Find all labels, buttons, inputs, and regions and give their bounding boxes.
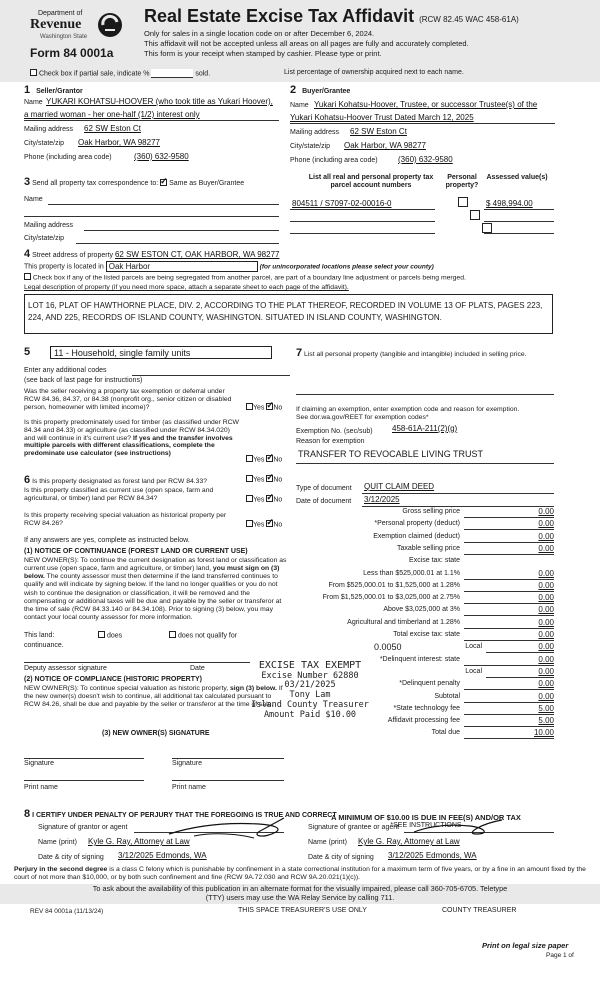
deputy-signature-label: Deputy assessor signature [24,665,107,672]
historic-yes-label: Yes [253,521,265,529]
seller-num: 1 [24,84,31,96]
buyer-name-2[interactable]: Yukari Kohatsu-Hoover Trust Dated March 12, 2025 [290,113,474,122]
doc-date-label: Date of document [296,498,352,505]
owner-signature-label-1: Signature [24,760,54,767]
does-not-checkbox[interactable] [169,631,176,638]
seller-name-2[interactable]: a married woman - her one-half (1/2) interest only [24,110,200,119]
revenue-logo-icon [94,11,126,39]
parcels-col-header-1: List all real and personal property tax parcel account numbers [308,174,434,190]
personal-property-checkbox-3[interactable] [482,223,492,233]
notice-continuance-b: The county assessor must then determine if the land transferred continues to qualify and will indicate by signing below. If the land no longer qualifies or you do not wish to continue the designation or classification, it will be removed and the compensating or additional taxes will be due and payable by the seller or transferor at the time of sale (RCW 84.33.140 or 84.34.108). Prior to signing (3) below, you may contact your local county assessor for more information. [24,573,282,622]
continuance-label: continuance. [24,642,64,649]
notice-compliance-title: (2) NOTICE OF COMPLIANCE (HISTORIC PROPERTY) [24,676,202,683]
section3-label: Send all property tax correspondence to: [32,180,159,187]
buyer-mail[interactable]: 62 SW Eston Ct [350,127,407,136]
access-line-1: To ask about the availability of this publication in an alternate format for the visually impaired, please call 360-705-6705. Teletype [92,884,508,893]
buyer-city[interactable]: Oak Harbor, WA 98277 [344,141,426,150]
historic-yes-checkbox[interactable] [246,520,253,527]
minimum-line-1: A MINIMUM OF $10.00 IS DUE IN FEE(S) AND/OR TAX [331,813,521,822]
exemption-yes-label: Yes [253,404,265,412]
timber-question-bold: If yes and the transfer involves multiple parcels with different classifications, complete the predominate use calculator (see instructions) [24,434,233,458]
seller-phone-label: Phone (including area code) [24,154,112,161]
exemption-question: Was the seller receiving a property tax exemption or deferral under RCW 84.36, 84.37, or 84.38 (nonprofit org., senior citizen or disabled person, homeowner with limited income)? [24,388,232,411]
fee-label: Less than $525,000.01 at 1.1% [363,569,460,577]
fee-value[interactable]: 0.00 [538,531,554,541]
page-number: Page 1 of [546,952,574,959]
local-rate: 0.0050 [374,642,402,653]
notice-continuance-title: (1) NOTICE OF CONTINUANCE (FOREST LAND OR CURRENT USE) [24,548,248,555]
legal-description[interactable]: LOT 16, PLAT OF HAWTHORNE PLACE, DIV. 2, ACCORDING TO THE PLAT THEREOF, RECORDED IN VOLUME 13 OF PLATS, PAGES 223, 224, AND 225, RECORDS OF ISLAND COUNTY, WASHINGTON. SITUATED IN ISLAND COUNTY, WASHINGTON. [24,294,553,334]
fee-table [296,508,590,788]
street-label: Street address of property [32,252,114,259]
forest-yes-label: Yes [253,476,265,484]
header-note-1: Only for sales in a single location code on or after December 6, 2024. [144,29,375,38]
fee-label: *Delinquent interest: state [379,655,460,663]
fee-label: Above $3,025,000 at 3% [383,606,460,614]
fee-label: Total due [431,729,460,737]
use-code-select[interactable]: 11 - Household, single family units [50,346,272,359]
see-back-note: (see back of last page for instructions) [24,377,143,384]
fee-label: *State technology fee [393,704,460,712]
buyer-name-1[interactable]: Yukari Kohatsu-Hoover, Trustee, or successor Trustee(s) of the [314,100,538,109]
agency-name: Revenue [30,17,82,32]
current-use-no-checkbox[interactable] [266,495,273,502]
fee-value[interactable]: 0.00 [538,605,554,615]
buyer-name-label: Name [290,102,309,109]
fee-value[interactable]: 5.00 [538,716,554,726]
forest-yes-checkbox[interactable] [246,475,253,482]
forest-yes-no [246,476,282,485]
seller-city[interactable]: Oak Harbor, WA 98277 [78,138,160,147]
forest-no-label: No [273,476,283,484]
grantee-signature-label: Signature of grantee or agent [308,824,400,831]
county-treasurer-label: COUNTY TREASURER [442,907,517,914]
section4-num: 4 [24,248,31,260]
buyer-section [290,84,590,168]
segregation-line [24,274,466,282]
timber-yes-label: Yes [253,456,265,464]
segregation-label: Check box if any of the listed parcels are being segregated from another parcel, are part of a boundary line adjustment or parcels being merged. [32,274,466,282]
notice-continuance-text [24,557,290,622]
current-use-yes-no [246,496,282,505]
stamp-line-6: Amount Paid $10.00 [263,709,357,720]
grantee-print-name[interactable]: Kyle G. Ray, Attorney at Law [358,837,460,846]
notice-compliance-b: If the new owner(s) doesn't wish to continue, all additional tax calculated pursuant to RCW 84.26, shall be due and payable by the seller or transferor at the time of sale. [24,685,283,709]
owner-print-label-2: Print name [172,784,206,791]
does-qualify [98,632,122,641]
fee-value[interactable]: 0.00 [538,593,554,603]
fee-value[interactable]: 0.00 [538,617,554,627]
perjury-bold: Perjury in the second degree [14,866,108,873]
current-use-question: Is this property classified as current use (open space, farm and agricultural, or timber) land per RCW 84.34? [24,487,214,502]
seller-name-1[interactable]: YUKARI KOHATSU-HOOVER (who took title as Yukari Hoover), [46,97,273,106]
fee-label: From $1,525,000.01 to $3,025,000 at 2.75% [322,594,460,602]
historic-no-label: No [273,521,283,529]
forest-land-section [24,474,292,804]
title-citation: (RCW 82.45 WAC 458-61A) [419,15,519,24]
property-section [24,248,590,344]
buyer-heading-label: Buyer/Grantee [302,88,351,95]
perjury-text: is a class C felony which is punishable by confinement in a state correctional institution for a maximum term of five years, or by a fine in an amount fixed by the court of not more than $10,000, or by both such confinement and fine (RCW 9A.72.030 and RCW 9A.20.021(1)(c)). [14,866,586,882]
fee-label: Exemption claimed (deduct) [373,532,460,540]
grantee-date-label: Date & city of signing [308,854,374,861]
same-as-buyer-label: Same as Buyer/Grantee [169,180,245,187]
buyer-num: 2 [290,84,297,96]
seller-mail-label: Mailing address [24,126,74,133]
owner-print-label-1: Print name [24,784,58,791]
notice-compliance-bold: sign (3) below. [230,685,277,692]
fee-label: Affidavit processing fee [387,717,460,725]
deputy-date-label: Date [190,665,205,672]
partial-sale [30,69,210,79]
exemption-reason[interactable]: TRANSFER TO REVOCABLE LIVING TRUST [298,449,484,459]
seller-section [24,84,282,168]
correspondence-section [24,176,282,246]
current-use-no-label: No [273,496,283,504]
location-line [24,261,434,272]
fee-value[interactable]: 0.00 [538,679,554,689]
segregation-checkbox[interactable] [24,273,31,280]
stamp-line-4: Tony Lam [289,690,331,701]
seller-heading-label: Seller/Grantor [36,88,83,95]
buyer-phone-label: Phone (including area code) [290,157,378,164]
title-text: Real Estate Excise Tax Affidavit [144,6,415,26]
section7-heading [296,346,556,360]
personal-property-section [296,346,590,508]
fee-value[interactable]: 0.00 [538,642,554,652]
grantor-print-name[interactable]: Kyle G. Ray, Attorney at Law [88,837,190,846]
section3-city-label: City/state/zip [24,235,65,242]
dept-line: Department of [38,10,83,17]
does-not-label: does not qualify for [177,632,238,640]
header-note-2: This affidavit will not be accepted unless all areas on all pages are fully and accurately completed. [144,39,469,48]
form-title [144,6,519,28]
section3-name-label: Name [24,196,43,203]
section5-num: 5 [24,346,31,358]
exemption-yes-checkbox[interactable] [246,403,253,410]
certify-text: I CERTIFY UNDER PENALTY OF PERJURY THAT THE FOREGOING IS TRUE AND CORRECT [32,812,337,819]
legal-size-note: Print on legal size paper [482,941,569,950]
grantor-print-label: Name (print) [38,839,77,846]
fee-value[interactable]: 0.00 [538,543,554,553]
does-checkbox[interactable] [98,631,105,638]
if-yes-note: If any answers are yes, complete as instructed below. [24,537,190,544]
stamp-line-5: Island County Treasurer [251,699,369,710]
fee-value[interactable]: 0.00 [538,519,554,529]
exemption-yes-no [246,404,282,413]
fee-value[interactable]: 10.00 [533,728,554,738]
fee-value[interactable]: 0.00 [538,666,554,676]
seller-heading [24,84,83,97]
personal-property-checkbox-2[interactable] [470,210,480,220]
located-note: (for unincorporated locations please select your county) [259,263,434,271]
location-select[interactable]: Oak Harbor [106,261,258,272]
header-note-3: This form is your receipt when stamped by cashier. Please type or print. [144,49,382,58]
historic-no-checkbox[interactable] [266,520,273,527]
seller-phone[interactable]: (360) 632-9580 [134,152,189,161]
fee-value[interactable]: 0.00 [538,580,554,590]
timber-yes-no [246,456,282,465]
exemption-no-label: Exemption No. (sec/sub) [296,428,373,435]
section3-num: 3 [24,176,31,188]
fee-value[interactable]: 0.00 [538,630,554,639]
fee-label: Agricultural and timberland at 1.28% [347,618,460,626]
fee-label: Excise tax: state [409,557,460,565]
buyer-mail-label: Mailing address [290,129,340,136]
exemption-intro: If claiming an exemption, enter exemption code and reason for exemption. See dor.wa.gov/REET for exemption codes* [296,406,520,422]
use-code-section [24,346,292,470]
same-as-buyer-checkbox[interactable] [160,179,167,186]
fee-label: *Personal property (deduct) [374,520,460,528]
does-not-qualify [169,632,237,641]
perjury-notice [14,866,586,882]
stamp-line-1: EXCISE TAX EXEMPT [258,660,362,671]
historic-yes-no [246,521,282,530]
treasurer-stamp [246,660,374,720]
legal-label: Legal description of property (if you need more space, attach a separate sheet to each page of the affidavit). [24,284,349,291]
located-label: This property is located in [24,263,104,271]
current-use-yes-checkbox[interactable] [246,495,253,502]
ownership-note: List percentage of ownership acquired next to each name. [284,69,464,76]
buyer-heading [290,84,350,97]
doc-type-label: Type of document [296,485,352,492]
section7-num: 7 [296,347,303,359]
accessibility-band [0,884,600,904]
parcel-number[interactable]: 804511 / S7097-02-00016-0 [292,199,392,208]
fee-label: Taxable selling price [396,544,460,552]
grantor-signature-label: Signature of grantor or agent [38,824,128,831]
partial-sale-label: Check box if partial sale, indicate % [38,70,150,78]
fee-value[interactable]: 0.00 [538,568,554,578]
stamp-line-3: 03/21/2025 [284,680,336,691]
parcels-col-header-3: Assessed value(s) [486,174,548,181]
forest-question-text: Is this property designated as forest land per RCW 84.33? [32,478,208,485]
revision-code: REV 84 0001a (11/13/24) [30,908,104,915]
forest-no-checkbox[interactable] [266,475,273,482]
fee-label: *Delinquent penalty [399,680,460,688]
notice-continuance-bold: you must sign on (3) below. [24,565,280,581]
fee-value[interactable]: 0.00 [538,507,554,516]
grantee-print-label: Name (print) [308,839,347,846]
parcels-col-header-2: Personal property? [445,174,479,190]
section6-num: 6 [24,474,31,486]
notice-continuance-a: NEW OWNER(S): To continue the current designation as forest land or classification as current use (open space, farm and agriculture, or timber) land, [24,557,287,573]
state-name: Washington State [40,34,88,40]
street-line [24,248,279,261]
exemption-number[interactable]: 458-61A-211(2)(g) [392,424,458,433]
new-owner-signature-title: (3) NEW OWNER(S) SIGNATURE [102,730,210,737]
this-land-label: This land: [24,632,55,639]
stamp-line-2: Excise Number 62880 [261,670,359,681]
seller-mail[interactable]: 62 SW Eston Ct [84,124,141,133]
treasurer-space-label: THIS SPACE TREASURER'S USE ONLY [238,907,367,914]
timber-question [24,419,242,458]
does-label: does [106,632,123,640]
fee-label: Gross selling price [402,508,460,515]
fee-label: Subtotal [434,692,460,700]
exemption-no-checkbox[interactable] [266,403,273,410]
timber-yes-checkbox[interactable] [246,455,253,462]
fee-label: Total excise tax: state [393,631,460,638]
historic-question: Is this property receiving special valuation as historical property per RCW 84.26? [24,512,227,527]
timber-no-checkbox[interactable] [266,455,273,462]
current-use-yes-label: Yes [253,496,265,504]
assessed-value[interactable]: $ 498,994.00 [486,199,533,208]
seller-city-label: City/state/zip [24,140,65,147]
certification-section [24,808,590,868]
forest-question [24,474,242,487]
minimum-line-2: *SEE INSTRUCTIONS [390,822,462,829]
fee-label: From $525,000.01 to $1,525,000 at 1.28% [328,581,460,589]
fee-value[interactable]: 5.00 [538,703,554,713]
street-address[interactable]: 62 SW ESTON CT, OAK HARBOR, WA 98277 [114,250,280,259]
grantor-date-label: Date & city of signing [38,854,104,861]
buyer-phone[interactable]: (360) 632-9580 [398,155,453,164]
partial-sale-checkbox[interactable] [30,69,37,76]
reason-label: Reason for exemption [296,438,365,445]
notice-compliance-a: NEW OWNER(S): To continue special valuation as historic property, [24,685,230,692]
additional-codes-label: Enter any additional codes [24,367,107,374]
correspondence-heading [24,176,244,189]
partial-sale-sold: sold. [195,70,211,78]
buyer-city-label: City/state/zip [290,143,331,150]
fee-label: Local [465,643,482,651]
section7-label: List all personal property (tangible and intangible) included in selling price. [304,351,527,358]
seller-name-label: Name [24,99,43,106]
parcels-table [290,174,590,246]
section8-num: 8 [24,808,31,820]
form-number: Form 84 0001a [30,46,114,60]
access-line-2: (TTY) users may use the WA Relay Service by calling 711. [205,893,395,903]
timber-no-label: No [273,456,283,464]
partial-sale-percent-field[interactable] [151,69,193,78]
fee-value[interactable]: 0.00 [538,654,554,664]
exemption-no-label: No [273,404,283,412]
section3-mail-label: Mailing address [24,222,74,229]
fee-label: Local [465,667,482,675]
doc-date[interactable]: 3/12/2025 [364,495,400,504]
fee-value[interactable]: 0.00 [538,691,554,701]
owner-signature-label-2: Signature [172,760,202,767]
grantee-date-city[interactable]: 3/12/2025 Edmonds, WA [388,851,477,860]
doc-type[interactable]: QUIT CLAIM DEED [364,482,435,491]
personal-property-checkbox-1[interactable] [458,197,468,207]
grantor-date-city[interactable]: 3/12/2025 Edmonds, WA [118,851,207,860]
timber-question-text: Is this property predominately used for timber (as classified under RCW 84.34 and 84.33) or agriculture (as classified under RCW 84.34.020) and will continue in it's current use? [24,419,239,442]
